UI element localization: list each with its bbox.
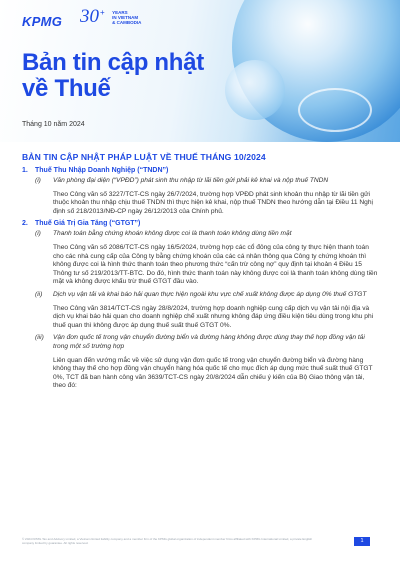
anniversary-logo (80, 8, 141, 26)
water-ripple-image (298, 88, 372, 132)
item-title: Dịch vụ vận tải và khai báo hải quan thực hiện ngoài khu vực chế xuất không được áp dụng 0% thuế GTGT (53, 290, 367, 298)
item-title: Vận đơn quốc tế trong vận chuyển đường biển và đường hàng không được dùng thay thế hợp đồng vận tải trong một số trường hợp (53, 334, 365, 350)
section-title (22, 167, 378, 174)
section-title-text: Thuế Thu Nhập Doanh Nghiệp (“TNDN”) (35, 167, 169, 174)
kpmg-logo: KPMG (22, 14, 63, 29)
hero-banner (0, 0, 400, 142)
section-vat (22, 220, 378, 391)
section-title (22, 220, 378, 227)
item-marker: (i) (35, 230, 41, 238)
page-number: 1 (354, 537, 370, 546)
title-line-1: Bản tin cập nhật (22, 49, 204, 76)
anniversary-number: 30 (80, 6, 99, 27)
section-item (35, 230, 378, 239)
page-title (22, 50, 204, 102)
section-cit (22, 167, 378, 216)
newsletter-content (22, 152, 378, 395)
section-item (35, 334, 378, 351)
item-title: Thanh toán bằng chứng khoán không được coi là thanh toán không dùng tiền mặt (53, 230, 292, 238)
item-title: Văn phòng đại diện (“VPĐD”) phát sinh thu nhập từ lãi tiền gửi phải kê khai và nộp thuế TNDN (53, 177, 329, 184)
issue-date: Tháng 10 năm 2024 (22, 121, 85, 128)
title-line-2: về Thuế (22, 75, 111, 102)
section-number: 1. (22, 167, 28, 174)
anniversary-line-1: YEARS (112, 10, 128, 15)
item-body: Theo Công văn số 2086/TCT-CS ngày 16/5/2024, trường hợp các cổ đông của công ty thực hiện thanh toán cho các nhà cung cấp của Công ty bằng chứng khoán của các cá nhân thông qua Công ty chứng khoán thì không được coi là hình thức thanh toán theo phương thức “cấn trừ công nợ” quy định tại khoản 4 Điều 15 Thông tư số 219/2013/TT-BTC. Do đó, hình thức thanh toán này không được coi là thanh toán không dùng tiền mặt và không được khấu trừ thuế GTGT đầu vào. (53, 243, 378, 286)
item-marker: (ii) (35, 290, 43, 298)
anniversary-line-3: & CAMBODIA (112, 20, 142, 25)
water-droplet-small-image (225, 60, 285, 120)
footer-disclaimer: © 2024 KPMG Tax and Advisory Limited, a Vietnam limited liability company and a member firm of the KPMG global organization of independent member firms affiliated with KPMG International Limited, a private English company limited by guarantee. All rights reserved. (22, 537, 313, 545)
anniversary-text (112, 10, 141, 25)
section-number: 2. (22, 220, 28, 228)
anniversary-line-2: IN VIETNAM (112, 15, 139, 20)
section-item (35, 177, 378, 186)
anniversary-plus: + (100, 8, 105, 17)
item-body: Liên quan đến vướng mắc về việc sử dụng vận đơn quốc tế trong vận chuyển đường biển và đường hàng không thay thế cho hợp đồng vận chuyển hàng hóa quốc tế cho mục đích áp dụng mức thuế suất thuế GTGT 0%, TCT đã ban hành công văn 3639/TCT-CS ngày 20/8/2024 dẫn chiếu ý kiến của Bộ Giao thông vận tải, theo đó: (53, 356, 373, 390)
section-item (35, 291, 378, 300)
item-marker: (iii) (35, 334, 44, 342)
item-marker: (i) (35, 177, 41, 184)
item-body: Theo Công văn 3814/TCT-CS ngày 28/8/2024, trường hợp doanh nghiệp cung cấp dịch vụ vận tải nội địa và dịch vụ khai báo hải quan cho doanh nghiệp chế xuất nhưng không đáp ứng điều kiện tiêu dùng trong khu phi thuế quan thì không được áp dụng thuế suất thuế GTGT 0%. (53, 304, 374, 329)
section-title-text: Thuế Giá Trị Gia Tăng (“GTGT”) (35, 220, 141, 228)
main-heading: BẢN TIN CẬP NHẬT PHÁP LUẬT VỀ THUẾ THÁNG 10/2024 (22, 152, 266, 162)
item-body: Theo Công văn số 3227/TCT-CS ngày 26/7/2024, trường hợp VPĐD phát sinh khoản thu nhập từ lãi tiền gửi thuộc khoản thu nhập chịu thuế TNDN thì thực hiện kê khai, nộp thuế TNDN theo hướng dẫn tại Điều 11 Nghị định số 218/2013/NĐ-CP ngày 26/12/2013 của Chính phủ. (53, 190, 373, 215)
